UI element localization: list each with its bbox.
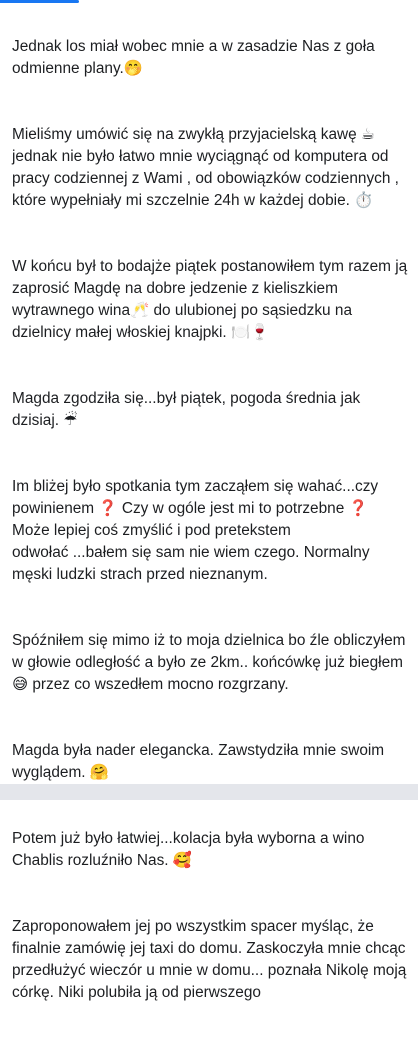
post-paragraph: Magda zgodziła się...był piątek, pogoda średnia jak dzisiaj. ☔	[12, 390, 361, 429]
post-paragraph: Potem już było łatwiej...kolacja była wyborna a wino Chablis rozluźniło Nas. 🥰	[12, 830, 365, 869]
post-paragraph: W końcu był to bodajże piątek postanowiłem tym razem ją zaprosić Magdę na dobre jedzenie z kieliszkiem wytrawnego wina🥂 do ulubionej po sąsiedzku na dzielnicy małej włoskiej knajpki. 🍽️🍷	[12, 258, 408, 341]
loading-progress-bar	[0, 0, 79, 3]
post-paragraph: Im bliżej było spotkania tym zacząłem się wahać...czy powinienem ❓ Czy w ogóle jest mi to potrzebne ❓ Może lepiej coś zmyślić i pod pretekstem odwołać ...bałem się sam nie wiem czego. Normalny męski ludzki strach przed nieznanym.	[12, 478, 379, 583]
top-bar	[0, 0, 418, 6]
post-paragraph: Jednak los miał wobec mnie a w zasadzie Nas z goła odmienne plany.🤭	[12, 38, 375, 77]
post-paragraph: Mieliśmy umówić się na zwykłą przyjacielską kawę ☕ jednak nie było łatwo mnie wyciągnąć od komputera od pracy codziennej z Wami , od obowiązków codziennych , które wypełniały mi szczelnie 24h w każdej dobie. ⏱️	[12, 126, 399, 209]
bottom-bar	[0, 784, 418, 800]
post-paragraph: Magda była nader elegancka. Zawstydziła mnie swoim wyglądem. 🤗	[12, 742, 385, 781]
post-paragraph: Zaproponowałem jej po wszystkim spacer myśląc, że finalnie zamówię jej taxi do domu. Zaskoczyła mnie chcąc przedłużyć wieczór u mnie w domu... poznała Nikolę moją córkę. Niki polubiła ją od pierwszego	[12, 918, 407, 1001]
post-text	[12, 14, 410, 1048]
post-paragraph: Spóźniłem się mimo iż to moja dzielnica bo źle obliczyłem w głowie odległość a było ze 2km.. końcówkę już biegłem 😅 przez co wszedłem mocno rozgrzany.	[12, 632, 406, 693]
